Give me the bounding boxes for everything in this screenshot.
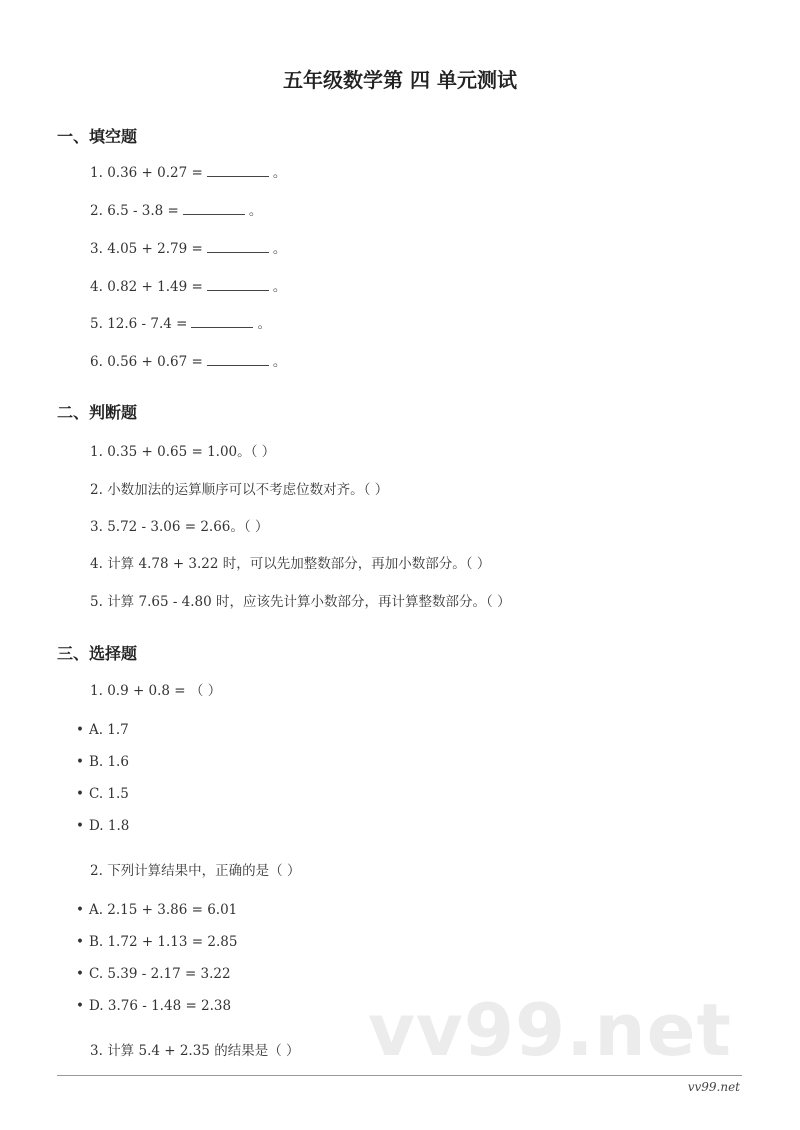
option: • C. 1.5 <box>76 785 129 803</box>
item-number: 1. <box>90 165 103 181</box>
list-item <box>90 593 511 611</box>
item-number: 3. <box>90 1043 103 1059</box>
footer-divider <box>57 1075 742 1076</box>
answer-blank <box>207 164 269 177</box>
answer-blank <box>191 315 253 328</box>
section-heading-fill-blank: 一、填空题 <box>57 127 138 146</box>
answer-blank <box>207 278 269 291</box>
list-item <box>90 481 388 499</box>
list-item <box>90 518 268 536</box>
item-number: 2. <box>90 863 103 879</box>
list-item <box>90 353 286 371</box>
option: • D. 1.8 <box>76 817 129 835</box>
item-number: 4. <box>90 279 103 295</box>
item-end: 。 <box>272 279 287 295</box>
item-number: 4. <box>90 556 103 572</box>
option: • A. 1.7 <box>76 721 129 739</box>
list-item <box>90 443 275 461</box>
item-end: 。 <box>257 316 271 332</box>
item-number: 1. <box>90 683 103 699</box>
option: • D. 3.76 - 1.48 = 2.38 <box>76 997 231 1015</box>
section-heading-multiple-choice: 三、选择题 <box>57 644 138 663</box>
item-text: 0.82 + 1.49 = <box>107 279 203 295</box>
watermark: vv99.net <box>368 988 732 1072</box>
item-text: 0.35 + 0.65 = 1.00。（ ） <box>107 444 276 460</box>
item-text: 计算 5.4 + 2.35 的结果是（ ） <box>107 1043 300 1059</box>
footer-text: vv99.net <box>687 1080 740 1094</box>
question <box>90 1042 299 1060</box>
option: • A. 2.15 + 3.86 = 6.01 <box>76 901 237 919</box>
item-text: 计算 7.65 - 4.80 时，应该先计算小数部分，再计算整数部分。（ ） <box>107 594 511 610</box>
section-heading-true-false: 二、判断题 <box>57 403 138 422</box>
item-end: 。 <box>272 241 287 257</box>
item-number: 1. <box>90 444 103 460</box>
list-item <box>90 164 286 182</box>
answer-blank <box>207 240 269 253</box>
question <box>90 682 221 700</box>
question <box>90 862 300 880</box>
item-number: 2. <box>90 482 103 498</box>
item-text: 0.9 + 0.8 = （ ） <box>107 683 222 699</box>
list-item <box>90 240 286 258</box>
item-text: 0.36 + 0.27 = <box>107 165 203 181</box>
item-number: 5. <box>90 316 103 332</box>
option: • B. 1.72 + 1.13 = 2.85 <box>76 933 237 951</box>
page-title: 五年级数学第 四 单元测试 <box>283 68 517 92</box>
item-end: 。 <box>272 354 287 370</box>
list-item <box>90 202 262 220</box>
item-text: 12.6 - 7.4 = <box>107 316 188 332</box>
item-number: 6. <box>90 354 103 370</box>
item-text: 计算 4.78 + 3.22 时，可以先加整数部分，再加小数部分。（ ） <box>107 556 491 572</box>
item-text: 5.72 - 3.06 = 2.66。（ ） <box>107 519 269 535</box>
answer-blank <box>207 353 269 366</box>
item-text: 4.05 + 2.79 = <box>107 241 203 257</box>
option: • B. 1.6 <box>76 753 129 771</box>
item-end: 。 <box>248 203 263 219</box>
item-number: 5. <box>90 594 103 610</box>
list-item <box>90 278 286 296</box>
item-text: 下列计算结果中，正确的是（ ） <box>107 863 301 879</box>
list-item <box>90 315 271 333</box>
list-item <box>90 555 490 573</box>
item-text: 0.56 + 0.67 = <box>107 354 203 370</box>
item-number: 2. <box>90 203 103 219</box>
item-end: 。 <box>272 165 287 181</box>
item-number: 3. <box>90 519 103 535</box>
item-text: 6.5 - 3.8 = <box>107 203 179 219</box>
item-number: 3. <box>90 241 103 257</box>
option: • C. 5.39 - 2.17 = 3.22 <box>76 965 231 983</box>
answer-blank <box>183 202 245 215</box>
item-text: 小数加法的运算顺序可以不考虑位数对齐。（ ） <box>107 482 389 498</box>
